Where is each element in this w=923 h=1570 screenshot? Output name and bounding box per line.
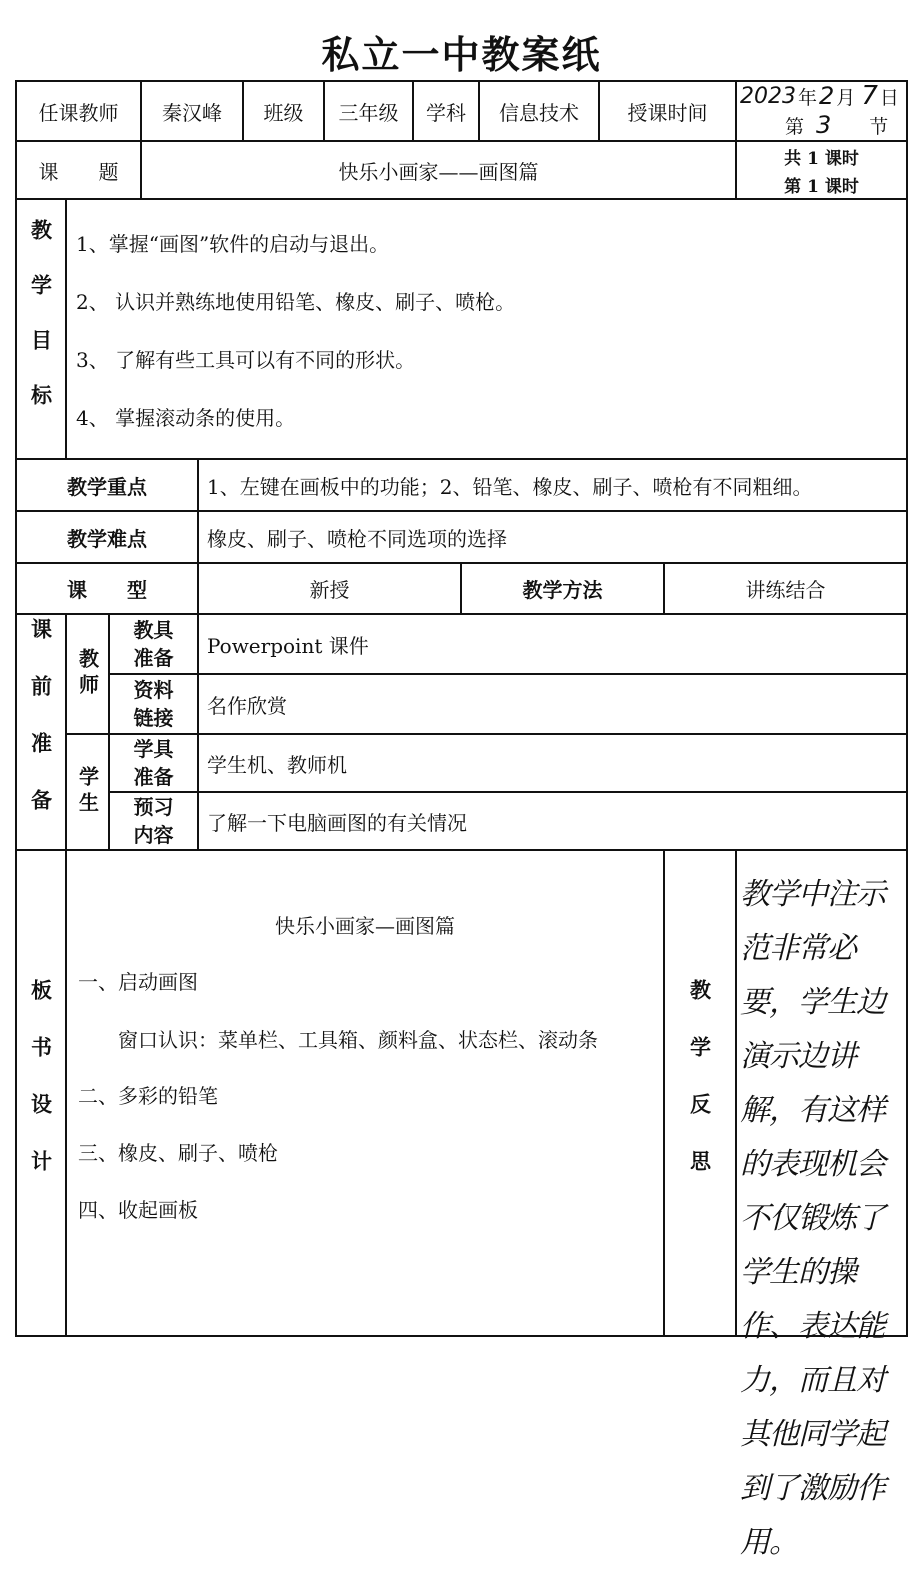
board-subline: 窗口认识：菜单栏、工具箱、颜料盒、状态栏、滚动条 <box>118 1028 598 1052</box>
board-line: 四、收起画板 <box>78 1198 198 1222</box>
subject-label: 学科 <box>426 100 466 125</box>
reflection-label <box>665 851 735 1335</box>
objectives-label <box>17 200 65 458</box>
col-divider <box>735 849 737 1337</box>
handwritten-reflection: 教学中注示范非常必要，学生边演示边讲解，有这样的表现机会不仅锻炼了学生的操作、表达能力，而且对其他同学起到了激励作用。 <box>740 877 885 1560</box>
subject-value: 信息技术 <box>499 100 579 125</box>
preparation-label-text: 课前准备 <box>28 618 54 846</box>
prep-row-content: 了解一下电脑画图的有关情况 <box>207 810 467 835</box>
date-year: 2023 <box>740 83 796 109</box>
objective-item: 2、 认识并熟练地使用铅笔、橡皮、刷子、喷枪。 <box>76 290 516 314</box>
prep-row-label <box>110 793 197 849</box>
teacher-name: 秦汉峰 <box>162 100 222 125</box>
prep-student-label-text: 学生 <box>75 766 100 818</box>
board-line: 一、启动画图 <box>78 970 198 994</box>
preparation-label <box>17 615 65 849</box>
row-divider <box>15 198 908 200</box>
difficulties-content: 橡皮、刷子、喷枪不同选项的选择 <box>207 526 507 551</box>
day-char: 日 <box>879 86 899 109</box>
class-value: 三年级 <box>338 100 399 125</box>
objective-item: 3、 了解有些工具可以有不同的形状。 <box>76 348 416 372</box>
teaching-method-value: 讲练结合 <box>745 578 826 602</box>
period-suffix: 节 <box>869 115 889 138</box>
prep-row-label <box>110 615 197 673</box>
prep-row-content: Powerpoint 课件 <box>207 633 369 658</box>
key-points-content: 1、左键在画板中的功能；2、铅笔、橡皮、刷子、喷枪有不同粗细。 <box>207 474 813 499</box>
objectives-label-text: 教学目标 <box>28 219 54 439</box>
topic-title: 快乐小画家——画图篇 <box>338 159 539 184</box>
board-line: 二、多彩的铅笔 <box>78 1084 218 1108</box>
prep-teacher-label <box>67 615 108 733</box>
teacher-label: 任课教师 <box>38 100 119 125</box>
board-line: 三、橡皮、刷子、喷枪 <box>78 1141 278 1165</box>
prep-row-label-text: 资料链接 <box>133 678 174 730</box>
prep-row-label-text: 学具准备 <box>133 737 174 789</box>
row-divider <box>15 849 908 851</box>
total-hours: 共 1 课时 <box>784 148 859 169</box>
class-date <box>740 82 904 110</box>
objective-item: 4、 掌握滚动条的使用。 <box>76 406 296 430</box>
board-label <box>17 851 65 1335</box>
prep-teacher-label-text: 教师 <box>75 648 100 700</box>
prep-student-label <box>67 735 108 849</box>
prep-row-label <box>110 735 197 791</box>
lesson-type-value: 新授 <box>309 578 350 602</box>
prep-row-content: 名作欣赏 <box>207 693 287 718</box>
month-char: 月 <box>836 86 856 109</box>
difficulties-label: 教学难点 <box>67 526 147 551</box>
class-period <box>785 112 905 138</box>
class-label: 班级 <box>263 100 304 125</box>
period-number: 3 <box>816 111 832 139</box>
page-title: 私立一中教案纸 <box>321 33 602 77</box>
current-hour: 第 1 课时 <box>784 176 859 197</box>
prep-row-content: 学生机、教师机 <box>207 752 347 777</box>
board-label-text: 板书设计 <box>28 979 54 1207</box>
date-month: 2 <box>819 82 835 110</box>
prep-row-label-text: 教具准备 <box>133 618 174 670</box>
time-label: 授课时间 <box>627 100 708 125</box>
date-day: 7 <box>861 81 878 111</box>
reflection-label-text: 教学反思 <box>687 979 713 1207</box>
objective-item: 1、掌握“画图”软件的启动与退出。 <box>76 232 390 256</box>
prep-row-label <box>110 675 197 733</box>
key-points-label: 教学重点 <box>67 474 147 499</box>
year-char: 年 <box>798 86 818 109</box>
prep-row-label-text: 预习内容 <box>133 795 174 847</box>
board-title: 快乐小画家—画图篇 <box>275 914 455 938</box>
col-divider <box>197 613 199 849</box>
col-divider <box>65 198 67 458</box>
teaching-method-label: 教学方法 <box>522 578 603 602</box>
lesson-type-label: 课 型 <box>67 578 147 602</box>
period-prefix: 第 <box>785 115 805 138</box>
topic-label: 课 题 <box>38 159 119 184</box>
